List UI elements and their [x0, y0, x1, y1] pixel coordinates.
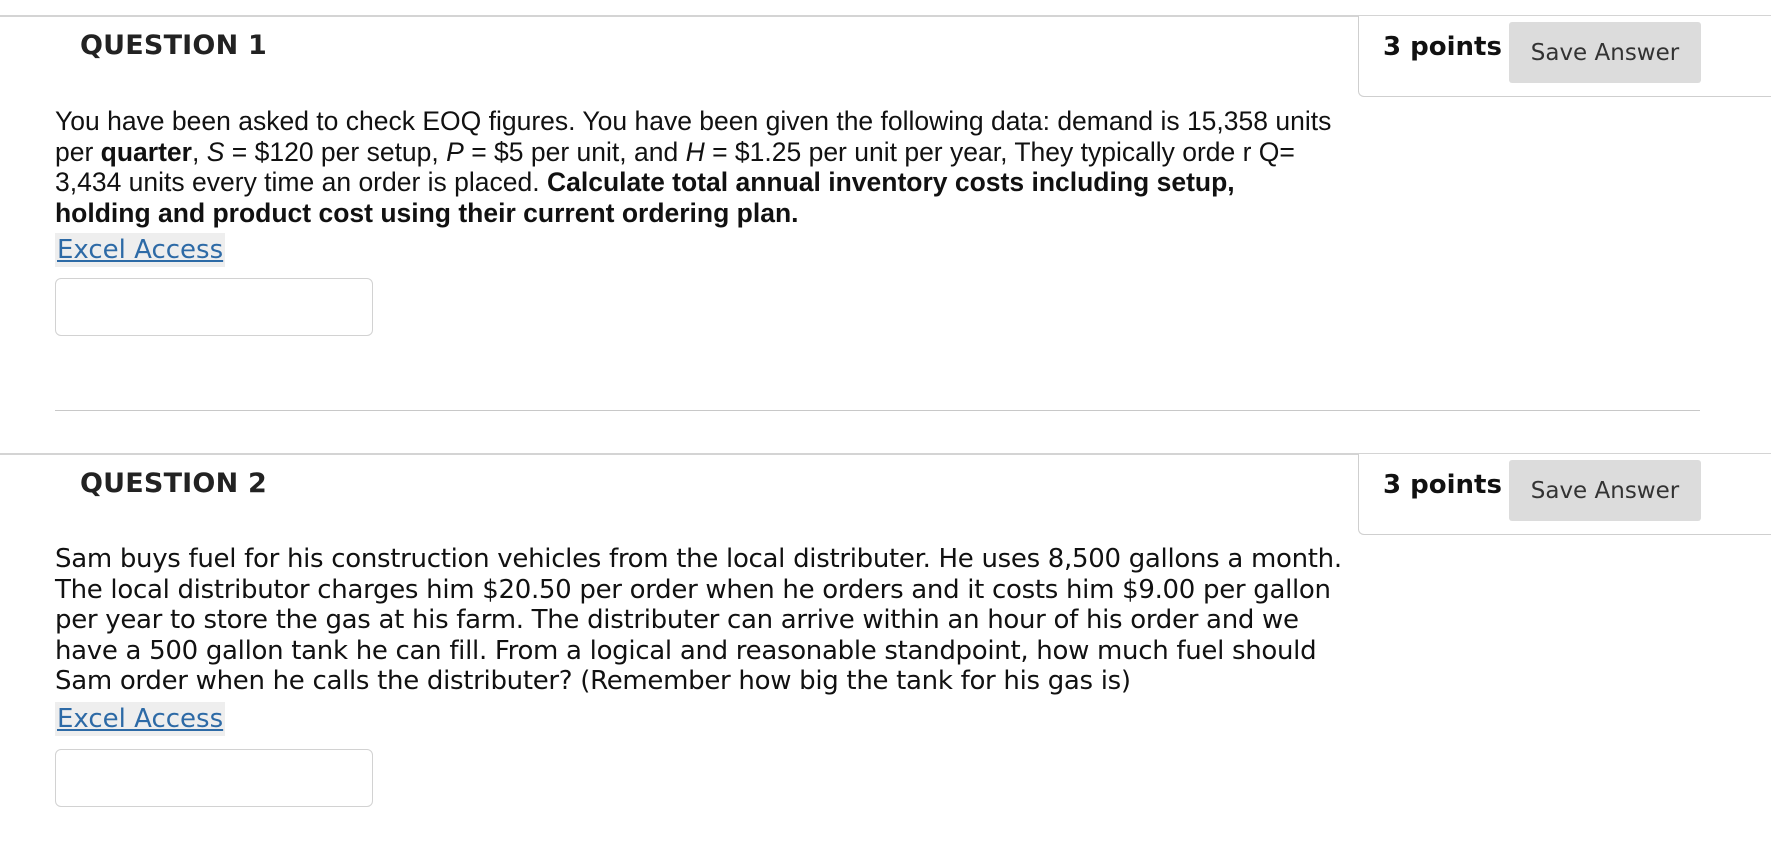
- q1-var-h: H: [685, 136, 705, 167]
- question-1-excel-access-link[interactable]: Excel Access: [57, 235, 224, 265]
- question-divider: [55, 410, 1700, 411]
- question-2-text: Sam buys fuel for his construction vehicles from the local distributer. He uses 8,500 gallons a month. The local distributor charges him $20.50 per order when he orders and it costs him $9.00 per gallon per year to store the gas at his farm. The distributer can arrive within an hour of his order and we have a 500 gallon tank he can fill. From a logical and reasonable standpoint, how much fuel should Sam order when he calls the distributer? (Remember how big the tank for his gas is): [55, 544, 1342, 696]
- question-2-answer-input[interactable]: [55, 749, 373, 807]
- question-1-points-panel: [1358, 16, 1771, 97]
- question-2-excel-access-link[interactable]: Excel Access: [57, 704, 224, 734]
- question-2-points: 3 points: [1383, 470, 1502, 500]
- q1-text-part: = $1.25 per unit per year, They typically orde r Q= 3,434 units every time an order is placed.: [55, 136, 1295, 197]
- question-2-points-panel: [1358, 454, 1771, 535]
- q1-text-part: = $120 per setup,: [224, 136, 447, 167]
- q1-text-part: = $5 per unit, and: [463, 136, 686, 167]
- q1-var-s: S: [206, 136, 225, 167]
- q1-text-bold-instruction: Calculate total annual inventory costs including setup, holding and product cost using their current ordering plan.: [55, 167, 1235, 228]
- question-1-save-answer-button[interactable]: Save Answer: [1509, 22, 1701, 83]
- q1-text-part: You have been asked to check EOQ figures. You have been given the following data: demand is 15,358 units per: [55, 106, 1332, 167]
- question-1-heading: QUESTION 1: [80, 30, 267, 61]
- question-2-heading: QUESTION 2: [80, 468, 267, 499]
- q1-text-bold-quarter: quarter: [100, 136, 192, 167]
- question-1-answer-input[interactable]: [55, 278, 373, 336]
- question-2-save-answer-button[interactable]: Save Answer: [1509, 460, 1701, 521]
- q1-text-part: ,: [191, 136, 207, 167]
- q1-var-p: P: [446, 136, 464, 167]
- question-1-points: 3 points: [1383, 32, 1502, 62]
- question-1-text: [55, 106, 1335, 228]
